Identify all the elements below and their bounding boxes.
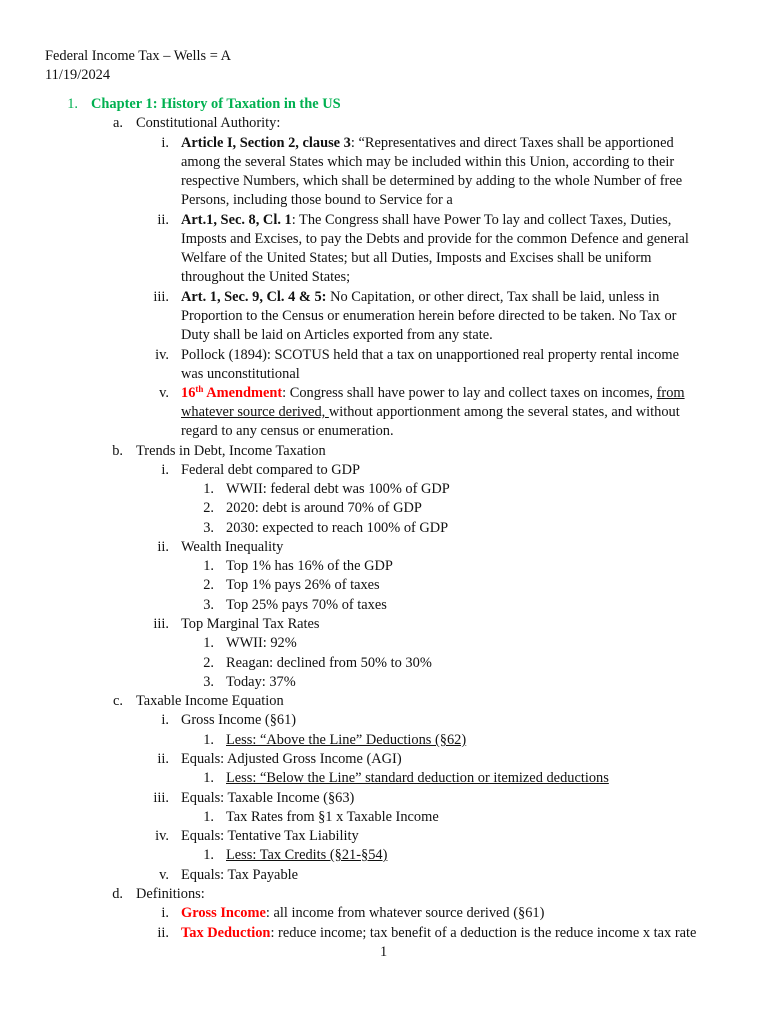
section-heading: Trends in Debt, Income Taxation	[136, 443, 326, 459]
list-item: Top 25% pays 70% of taxes	[226, 597, 387, 613]
section-heading: Definitions:	[136, 886, 205, 902]
outline-marker: ii.	[157, 539, 169, 555]
outline-marker: i.	[161, 135, 169, 151]
outline-marker: iv.	[155, 828, 169, 844]
document-title: Federal Income Tax – Wells = A	[45, 48, 232, 64]
section-heading: Taxable Income Equation	[136, 693, 284, 709]
list-item-text: Art. 1, Sec. 9, Cl. 4 & 5: No Capitation, or other direct, Tax shall be laid, unless in	[181, 289, 660, 305]
list-item: WWII: federal debt was 100% of GDP	[226, 481, 450, 497]
list-item-text: Proportion to the Census or enumeration herein before directed to be taken. No Tax or	[181, 308, 677, 324]
list-item-text: Article I, Section 2, clause 3: “Representatives and direct Taxes shall be apportioned	[181, 135, 674, 151]
outline-marker: iii.	[153, 289, 169, 305]
list-item-text: Duty shall be laid on Articles exported from any state.	[181, 327, 493, 343]
outline-marker: iii.	[153, 790, 169, 806]
outline-marker: 2.	[203, 500, 214, 516]
outline-marker: 1.	[203, 770, 214, 786]
list-item: Top 1% has 16% of the GDP	[226, 558, 393, 574]
list-item: Top 1% pays 26% of taxes	[226, 577, 380, 593]
list-item-text: Pollock (1894): SCOTUS held that a tax on unapportioned real property rental income	[181, 347, 679, 363]
outline-marker: d.	[112, 886, 123, 902]
underlined-phrase: whatever source derived,	[181, 404, 329, 420]
list-item-text: Imposts and Excises, to pay the Debts and provide for the common Defence and general	[181, 231, 689, 247]
list-item: 2020: debt is around 70% of GDP	[226, 500, 422, 516]
amendment-term: Amendment	[203, 385, 283, 401]
equation-step: Equals: Taxable Income (§63)	[181, 790, 355, 806]
page-number: 1	[380, 944, 388, 960]
underlined-phrase: from	[656, 385, 685, 401]
citation: Article I, Section 2, clause 3	[181, 135, 351, 151]
outline-marker: 1.	[203, 732, 214, 748]
list-item-text: was unconstitutional	[181, 366, 300, 382]
list-item-text: respective Numbers, which shall be determined by adding to the whole Number of free	[181, 173, 683, 189]
amendment-number: 16	[181, 385, 196, 401]
outline-marker: iv.	[155, 347, 169, 363]
outline-marker: 3.	[203, 674, 214, 690]
outline-marker: i.	[161, 712, 169, 728]
equation-adjustment: Less: Tax Credits (§21-§54)	[226, 847, 388, 863]
chapter-number: 1.	[67, 96, 78, 112]
section-heading: Constitutional Authority:	[136, 115, 281, 131]
document-date: 11/19/2024	[45, 67, 111, 83]
outline-marker: ii.	[157, 751, 169, 767]
list-item: Reagan: declined from 50% to 30%	[226, 655, 432, 671]
outline-marker: iii.	[153, 616, 169, 632]
list-item: 2030: expected to reach 100% of GDP	[226, 520, 449, 536]
outline-marker: 1.	[203, 481, 214, 497]
equation-step: Equals: Tax Payable	[181, 867, 299, 883]
outline-marker: 1.	[203, 809, 214, 825]
list-item-text: Welfare of the United States; but all Duties, Imposts and Excises shall be uniform	[181, 250, 652, 266]
list-item-text: throughout the United States;	[181, 269, 351, 285]
list-item: WWII: 92%	[226, 635, 297, 651]
outline-marker: b.	[112, 443, 123, 459]
outline-marker: 3.	[203, 520, 214, 536]
outline-marker: 1.	[203, 847, 214, 863]
list-item-text: 16th Amendment: Congress shall have power to lay and collect taxes on incomes, from	[181, 384, 685, 401]
equation-step: Gross Income (§61)	[181, 712, 297, 728]
definition: Tax Deduction: reduce income; tax benefit of a deduction is the reduce income x tax rate	[181, 925, 697, 941]
outline-marker: c.	[113, 693, 123, 709]
list-item-text: among the several States which may be included within this Union, according to their	[181, 154, 675, 170]
outline-marker: v.	[159, 867, 169, 883]
defined-term: Tax Deduction	[181, 925, 271, 941]
outline-marker: ii.	[157, 925, 169, 941]
outline-marker: a.	[113, 115, 123, 131]
outline-marker: ii.	[157, 212, 169, 228]
list-item-text: Persons, including those bound to Service for a	[181, 192, 453, 208]
citation: Art.1, Sec. 8, Cl. 1	[181, 212, 292, 228]
subsection-heading: Federal debt compared to GDP	[181, 462, 361, 478]
outline-marker: 1.	[203, 558, 214, 574]
outline-marker: v.	[159, 385, 169, 401]
ordinal-suffix: th	[195, 384, 204, 394]
outline-marker: i.	[161, 905, 169, 921]
equation-step: Equals: Tentative Tax Liability	[181, 828, 359, 844]
outline-marker: i.	[161, 462, 169, 478]
subsection-heading: Top Marginal Tax Rates	[181, 616, 320, 632]
outline-marker: 2.	[203, 655, 214, 671]
outline-marker: 3.	[203, 597, 214, 613]
subsection-heading: Wealth Inequality	[181, 539, 284, 555]
list-item-text: Art.1, Sec. 8, Cl. 1: The Congress shall have Power To lay and collect Taxes, Duties,	[181, 212, 672, 228]
equation-adjustment: Tax Rates from §1 x Taxable Income	[226, 809, 439, 825]
equation-adjustment: Less: “Below the Line” standard deduction or itemized deductions	[226, 770, 609, 786]
definition: Gross Income: all income from whatever source derived (§61)	[181, 905, 545, 921]
citation: Art. 1, Sec. 9, Cl. 4 & 5:	[181, 289, 327, 305]
list-item-text: regard to any census or enumeration.	[181, 423, 394, 439]
list-item-text: whatever source derived, without apportionment among the several states, and without	[181, 404, 680, 420]
outline-marker: 1.	[203, 635, 214, 651]
equation-adjustment: Less: “Above the Line” Deductions (§62)	[226, 732, 467, 748]
equation-step: Equals: Adjusted Gross Income (AGI)	[181, 751, 402, 767]
outline-marker: 2.	[203, 577, 214, 593]
chapter-title: Chapter 1: History of Taxation in the US	[91, 96, 341, 112]
list-item: Today: 37%	[226, 674, 296, 690]
defined-term: Gross Income	[181, 905, 266, 921]
